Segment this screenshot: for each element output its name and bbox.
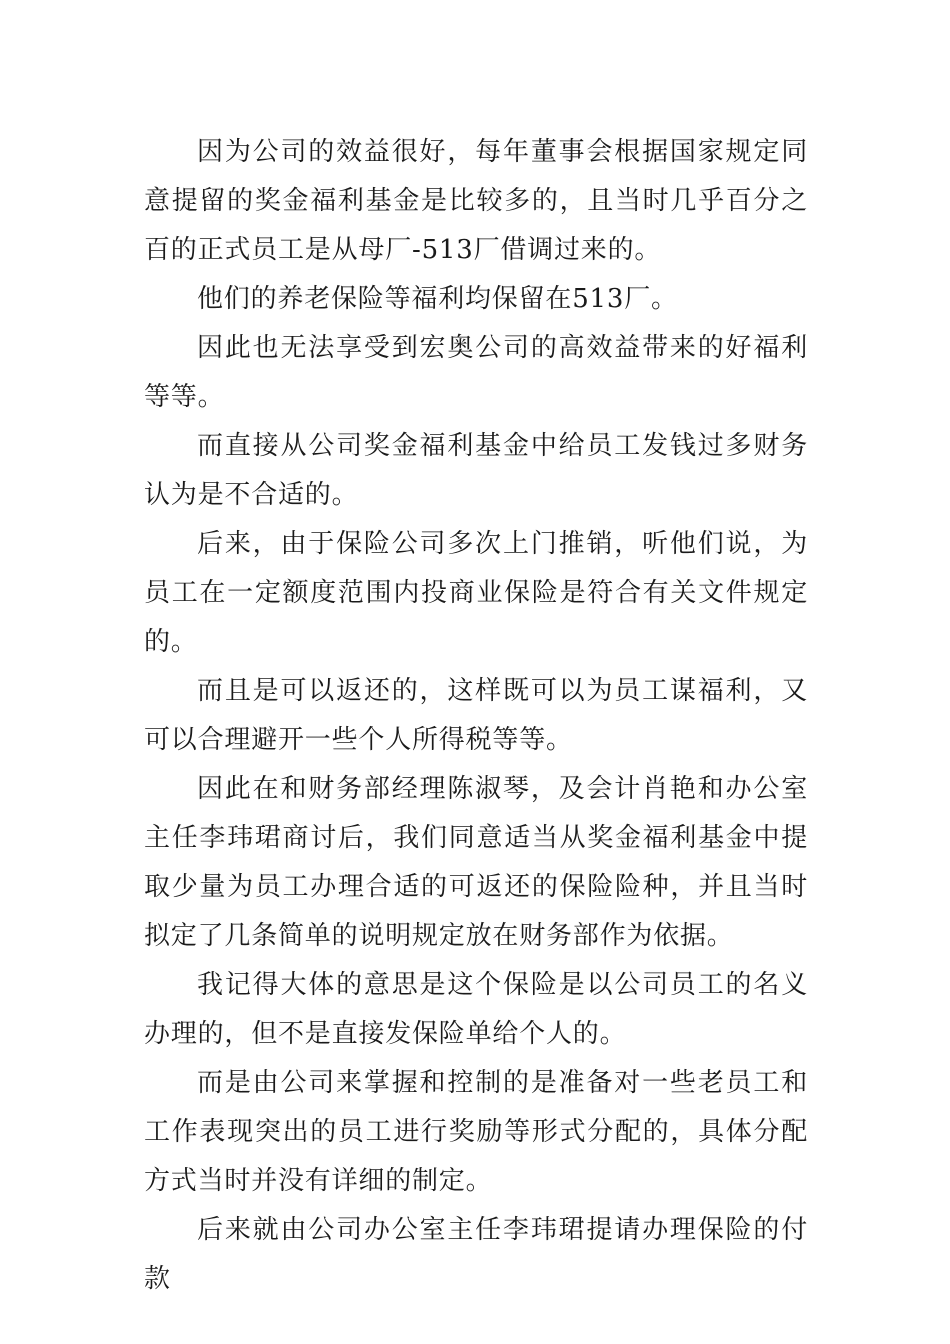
paragraph: 我记得大体的意思是这个保险是以公司员工的名义办理的，但不是直接发保险单给个人的。 (144, 970, 808, 1049)
paragraph: 后来，由于保险公司多次上门推销，听他们说，为员工在一定额度范围内投商业保险是符合有关文件规定的。 (144, 529, 808, 657)
document-body (144, 128, 808, 1304)
paragraph: 他们的养老保险等福利均保留在513厂。 (197, 284, 678, 314)
paragraph: 因此也无法享受到宏奥公司的高效益带来的好福利等等。 (144, 333, 808, 412)
paragraph: 因此在和财务部经理陈淑琴，及会计肖艳和办公室主任李玮珺商讨后，我们同意适当从奖金福利基金中提取少量为员工办理合适的可返还的保险险种，并且当时拟定了几条简单的说明规定放在财务部作为依据。 (144, 774, 808, 951)
paragraph: 后来就由公司办公室主任李玮珺提请办理保险的付款 (144, 1215, 808, 1294)
paragraph: 而直接从公司奖金福利基金中给员工发钱过多财务认为是不合适的。 (144, 431, 808, 510)
paragraph: 因为公司的效益很好，每年董事会根据国家规定同意提留的奖金福利基金是比较多的，且当时几乎百分之百的正式员工是从母厂-513厂借调过来的。 (144, 137, 808, 265)
paragraph: 而是由公司来掌握和控制的是准备对一些老员工和工作表现突出的员工进行奖励等形式分配的，具体分配方式当时并没有详细的制定。 (144, 1068, 808, 1196)
paragraph: 而且是可以返还的，这样既可以为员工谋福利，又可以合理避开一些个人所得税等等。 (144, 676, 808, 755)
